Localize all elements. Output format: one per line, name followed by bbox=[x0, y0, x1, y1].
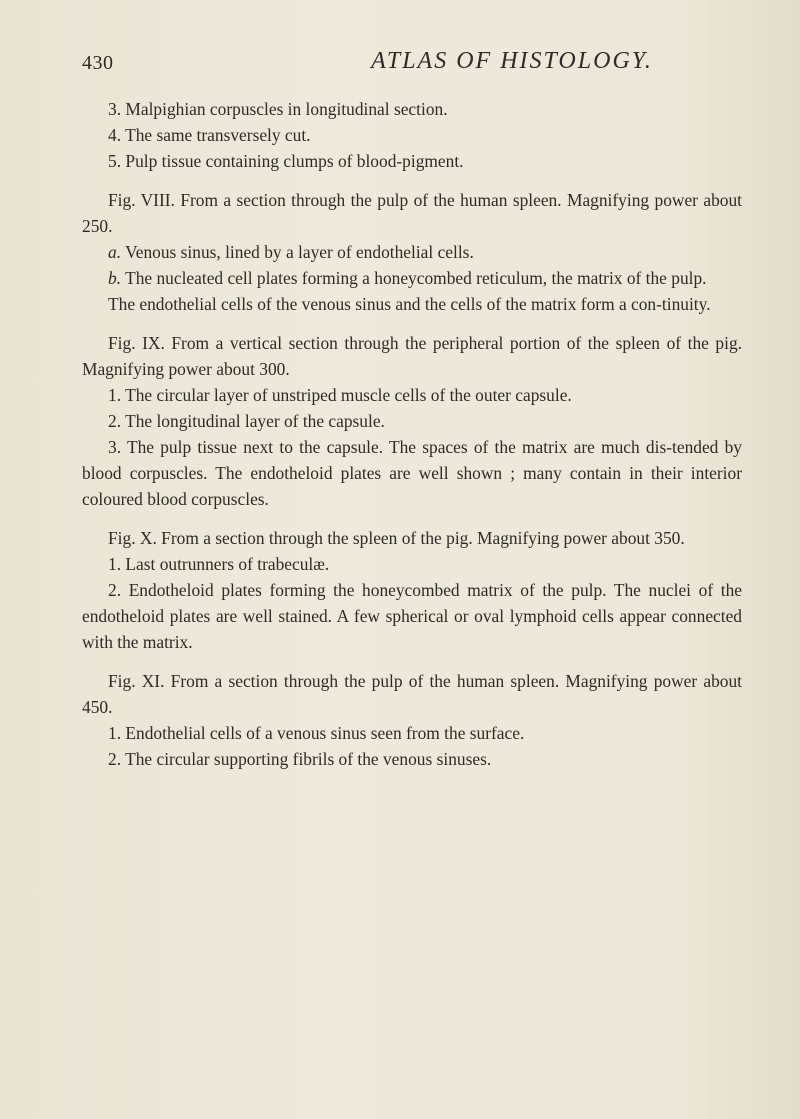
item-label: a. bbox=[108, 242, 122, 262]
list-item bbox=[82, 746, 742, 772]
list-item bbox=[82, 408, 742, 434]
item-label: 3. bbox=[108, 99, 122, 119]
item-label: 1. bbox=[108, 723, 122, 743]
figure-caption bbox=[82, 525, 742, 551]
list-item bbox=[82, 265, 742, 291]
item-label: 1. bbox=[108, 554, 122, 574]
item-label: 4. bbox=[108, 125, 122, 145]
item-label: 1. bbox=[108, 385, 122, 405]
item-text: The same transversely cut. bbox=[125, 125, 311, 145]
list-item bbox=[82, 382, 742, 408]
item-label: b. bbox=[108, 268, 122, 288]
figure-text: From a section through the pulp of the human spleen. Magnifying power about 250. bbox=[82, 190, 742, 236]
figure-text: From a section through the pulp of the human spleen. Magnifying power about 450. bbox=[82, 671, 742, 717]
item-text: Malpighian corpuscles in longitudinal section. bbox=[125, 99, 448, 119]
figure-label: Fig. XI. bbox=[108, 671, 165, 691]
page-body bbox=[82, 96, 742, 772]
note-text: The endothelial cells of the venous sinus and the cells of the matrix form a con-tinuity. bbox=[108, 294, 711, 314]
list-item bbox=[82, 577, 742, 655]
page-header bbox=[82, 48, 742, 78]
item-label: 5. bbox=[108, 151, 122, 171]
figure-text: From a vertical section through the peripheral portion of the spleen of the pig. Magnifying power about 300. bbox=[82, 333, 742, 379]
item-label: 2. bbox=[108, 411, 122, 431]
list-item bbox=[82, 720, 742, 746]
item-text: The pulp tissue next to the capsule. The spaces of the matrix are much dis-tended by blood corpuscles. The endotheloid plates are well shown ; many contain in their interior coloured blood corpuscles. bbox=[82, 437, 742, 509]
item-label: 3. bbox=[108, 437, 122, 457]
figure-label: Fig. VIII. bbox=[108, 190, 175, 210]
page-number: 430 bbox=[82, 52, 114, 74]
list-item bbox=[82, 434, 742, 512]
item-text: Pulp tissue containing clumps of blood-pigment. bbox=[125, 151, 464, 171]
item-label: 2. bbox=[108, 749, 122, 769]
list-item bbox=[82, 239, 742, 265]
item-text: Last outrunners of trabeculæ. bbox=[125, 554, 330, 574]
running-title: ATLAS OF HISTOLOGY. bbox=[371, 48, 653, 74]
item-text: The nucleated cell plates forming a honeycombed reticulum, the matrix of the pulp. bbox=[125, 268, 707, 288]
item-text: Endothelial cells of a venous sinus seen from the surface. bbox=[125, 723, 525, 743]
list-item bbox=[82, 122, 742, 148]
item-label: 2. bbox=[108, 580, 122, 600]
figure-label: Fig. X. bbox=[108, 528, 157, 548]
item-text: The circular supporting fibrils of the venous sinuses. bbox=[125, 749, 492, 769]
list-item bbox=[82, 551, 742, 577]
item-text: The longitudinal layer of the capsule. bbox=[125, 411, 385, 431]
figure-text: From a section through the spleen of the pig. Magnifying power about 350. bbox=[161, 528, 685, 548]
item-text: Endotheloid plates forming the honeycombed matrix of the pulp. The nuclei of the endotheloid plates are well stained. A few spherical or oval lymphoid cells appear connected with the matrix. bbox=[82, 580, 742, 652]
figure-caption bbox=[82, 668, 742, 720]
figure-caption bbox=[82, 187, 742, 239]
list-item bbox=[82, 148, 742, 174]
figure-caption bbox=[82, 330, 742, 382]
item-text: Venous sinus, lined by a layer of endothelial cells. bbox=[125, 242, 474, 262]
note-paragraph bbox=[82, 291, 742, 317]
item-text: The circular layer of unstriped muscle cells of the outer capsule. bbox=[125, 385, 572, 405]
figure-label: Fig. IX. bbox=[108, 333, 165, 353]
list-item bbox=[82, 96, 742, 122]
